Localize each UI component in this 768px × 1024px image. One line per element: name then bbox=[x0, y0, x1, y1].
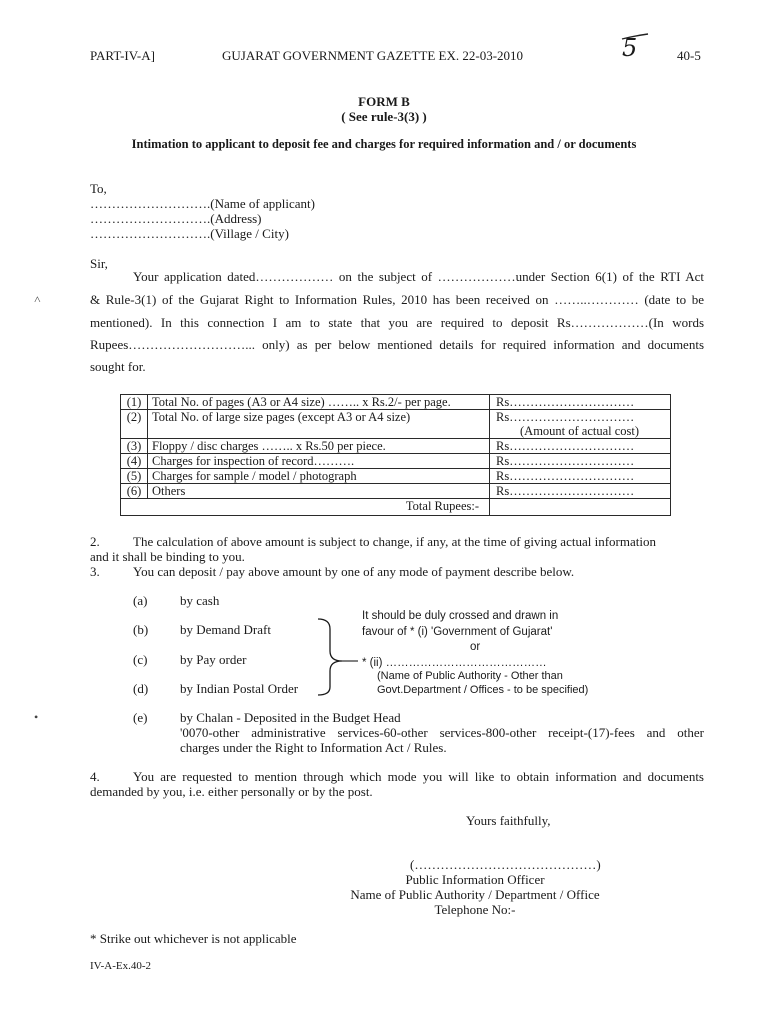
row-description: Others bbox=[148, 484, 490, 499]
row-number: (4) bbox=[121, 454, 148, 469]
officer-title: Public Information Officer bbox=[405, 872, 545, 887]
para1-line4: Rupees………………………... only) as per below mentioned details for required information and documents bbox=[90, 337, 704, 352]
brace-note-line2: favour of * (i) 'Government of Gujarat' bbox=[362, 626, 553, 638]
table-row bbox=[121, 439, 671, 454]
row-description: Charges for sample / model / photograph bbox=[148, 469, 490, 484]
gazette-part: PART-IV-A] bbox=[90, 48, 155, 63]
brace-note-line3: * (ii) …………………………………… bbox=[362, 657, 547, 669]
footnote: * Strike out whichever is not applicable bbox=[90, 931, 297, 946]
para1-line1: Your application dated……………… on the subject of ………………under Section 6(1) of the RTI Act bbox=[133, 269, 704, 284]
mode-label: by Demand Draft bbox=[180, 622, 271, 637]
row-description: Total No. of large size pages (except A3 or A4 size) bbox=[148, 410, 490, 439]
row-number: (3) bbox=[121, 439, 148, 454]
para3-text: You can deposit / pay above amount by one of any mode of payment describe below. bbox=[133, 564, 575, 579]
mode-letter: (e) bbox=[133, 710, 148, 725]
curly-brace-icon bbox=[312, 617, 362, 697]
para2-line1: The calculation of above amount is subject to change, if any, at the time of giving actual information bbox=[133, 534, 656, 549]
form-subtitle: Intimation to applicant to deposit fee and charges for required information and / or documents bbox=[131, 137, 637, 151]
brace-note-line5: Govt.Department / Offices - to be specified) bbox=[377, 684, 589, 696]
row-description: Floppy / disc charges …….. x Rs.50 per piece. bbox=[148, 439, 490, 454]
table-row bbox=[121, 454, 671, 469]
row-number: (2) bbox=[121, 410, 148, 439]
address-to: To, bbox=[90, 181, 107, 196]
para1-line2: & Rule-3(1) of the Gujarat Right to Information Rules, 2010 has been received on ……..………… (date to be bbox=[90, 292, 704, 307]
mode-letter: (a) bbox=[133, 593, 148, 608]
gazette-title: GUJARAT GOVERNMENT GAZETTE EX. 22-03-2010 bbox=[222, 48, 524, 63]
table-row bbox=[121, 410, 671, 439]
table-row bbox=[121, 469, 671, 484]
address-village-city: ……………………….(Village / City) bbox=[90, 226, 289, 241]
para1-line3: mentioned). In this connection I am to state that you are required to deposit Rs………………(In words bbox=[90, 315, 704, 330]
row-amount: Rs………………………… bbox=[496, 410, 635, 424]
para4-line1: You are requested to mention through which mode you will like to obtain information and documents bbox=[133, 769, 704, 784]
mode-e-line3: charges under the Right to Information Act / Rules. bbox=[180, 740, 447, 755]
actual-cost-note: (Amount of actual cost) bbox=[520, 424, 640, 438]
salutation: Sir, bbox=[90, 256, 108, 271]
closing: Yours faithfully, bbox=[466, 813, 551, 828]
telephone: Telephone No:- bbox=[434, 902, 516, 917]
form-rule: ( See rule-3(3) ) bbox=[341, 109, 427, 124]
scan-mark: • bbox=[34, 710, 39, 724]
pen-stroke-icon bbox=[618, 33, 658, 49]
para2-line2: and it shall be binding to you. bbox=[90, 549, 245, 564]
authority-name: Name of Public Authority / Department / Office bbox=[350, 887, 600, 902]
brace-note-or: or bbox=[470, 641, 481, 653]
mode-label: by Indian Postal Order bbox=[180, 681, 299, 696]
mode-letter: (b) bbox=[133, 622, 149, 637]
page-number: 40-5 bbox=[677, 48, 701, 63]
row-description: Total No. of pages (A3 or A4 size) …….. x Rs.2/- per page. bbox=[148, 395, 490, 410]
para1-line5: sought for. bbox=[90, 359, 146, 374]
row-description: Charges for inspection of record………. bbox=[148, 454, 490, 469]
total-label: Total Rupees:- bbox=[121, 499, 490, 516]
row-amount: Rs………………………… bbox=[490, 439, 671, 454]
footer-code: IV-A-Ex.40-2 bbox=[90, 960, 151, 972]
brace-note-line1: It should be duly crossed and drawn in bbox=[362, 610, 559, 622]
total-amount-cell bbox=[490, 499, 671, 516]
row-number: (5) bbox=[121, 469, 148, 484]
table-row bbox=[121, 484, 671, 499]
address-applicant-address: ……………………….(Address) bbox=[90, 211, 262, 226]
mode-letter: (c) bbox=[133, 652, 148, 667]
para2-number: 2. bbox=[90, 534, 100, 549]
table-row bbox=[121, 395, 671, 410]
row-amount: Rs………………………… bbox=[490, 454, 671, 469]
brace-note-line4: (Name of Public Authority - Other than bbox=[377, 670, 563, 682]
row-number: (1) bbox=[121, 395, 148, 410]
mode-letter: (d) bbox=[133, 681, 149, 696]
para3-number: 3. bbox=[90, 564, 100, 579]
row-amount: Rs………………………… bbox=[490, 484, 671, 499]
address-applicant-name: ……………………….(Name of applicant) bbox=[90, 196, 315, 211]
mode-label: by cash bbox=[180, 593, 220, 608]
mode-e-line2: '0070-other administrative services-60-other services-800-other receipt-(17)-fees and other bbox=[180, 725, 704, 740]
table-total-row bbox=[121, 499, 671, 516]
row-amount: Rs………………………… bbox=[490, 395, 671, 410]
para4-number: 4. bbox=[90, 769, 100, 784]
signature-blank: (……………………………………) bbox=[410, 857, 601, 872]
row-amount: Rs………………………… bbox=[490, 469, 671, 484]
mode-label: by Pay order bbox=[180, 652, 247, 667]
para4-line2: demanded by you, i.e. either personally or by the post. bbox=[90, 784, 373, 799]
mode-e-line1: by Chalan - Deposited in the Budget Head bbox=[180, 710, 401, 725]
form-name: FORM B bbox=[358, 94, 410, 109]
row-number: (6) bbox=[121, 484, 148, 499]
scan-mark: ˄ bbox=[34, 292, 41, 306]
fee-table bbox=[120, 394, 671, 516]
handwritten-page-number: 5 bbox=[622, 34, 638, 62]
